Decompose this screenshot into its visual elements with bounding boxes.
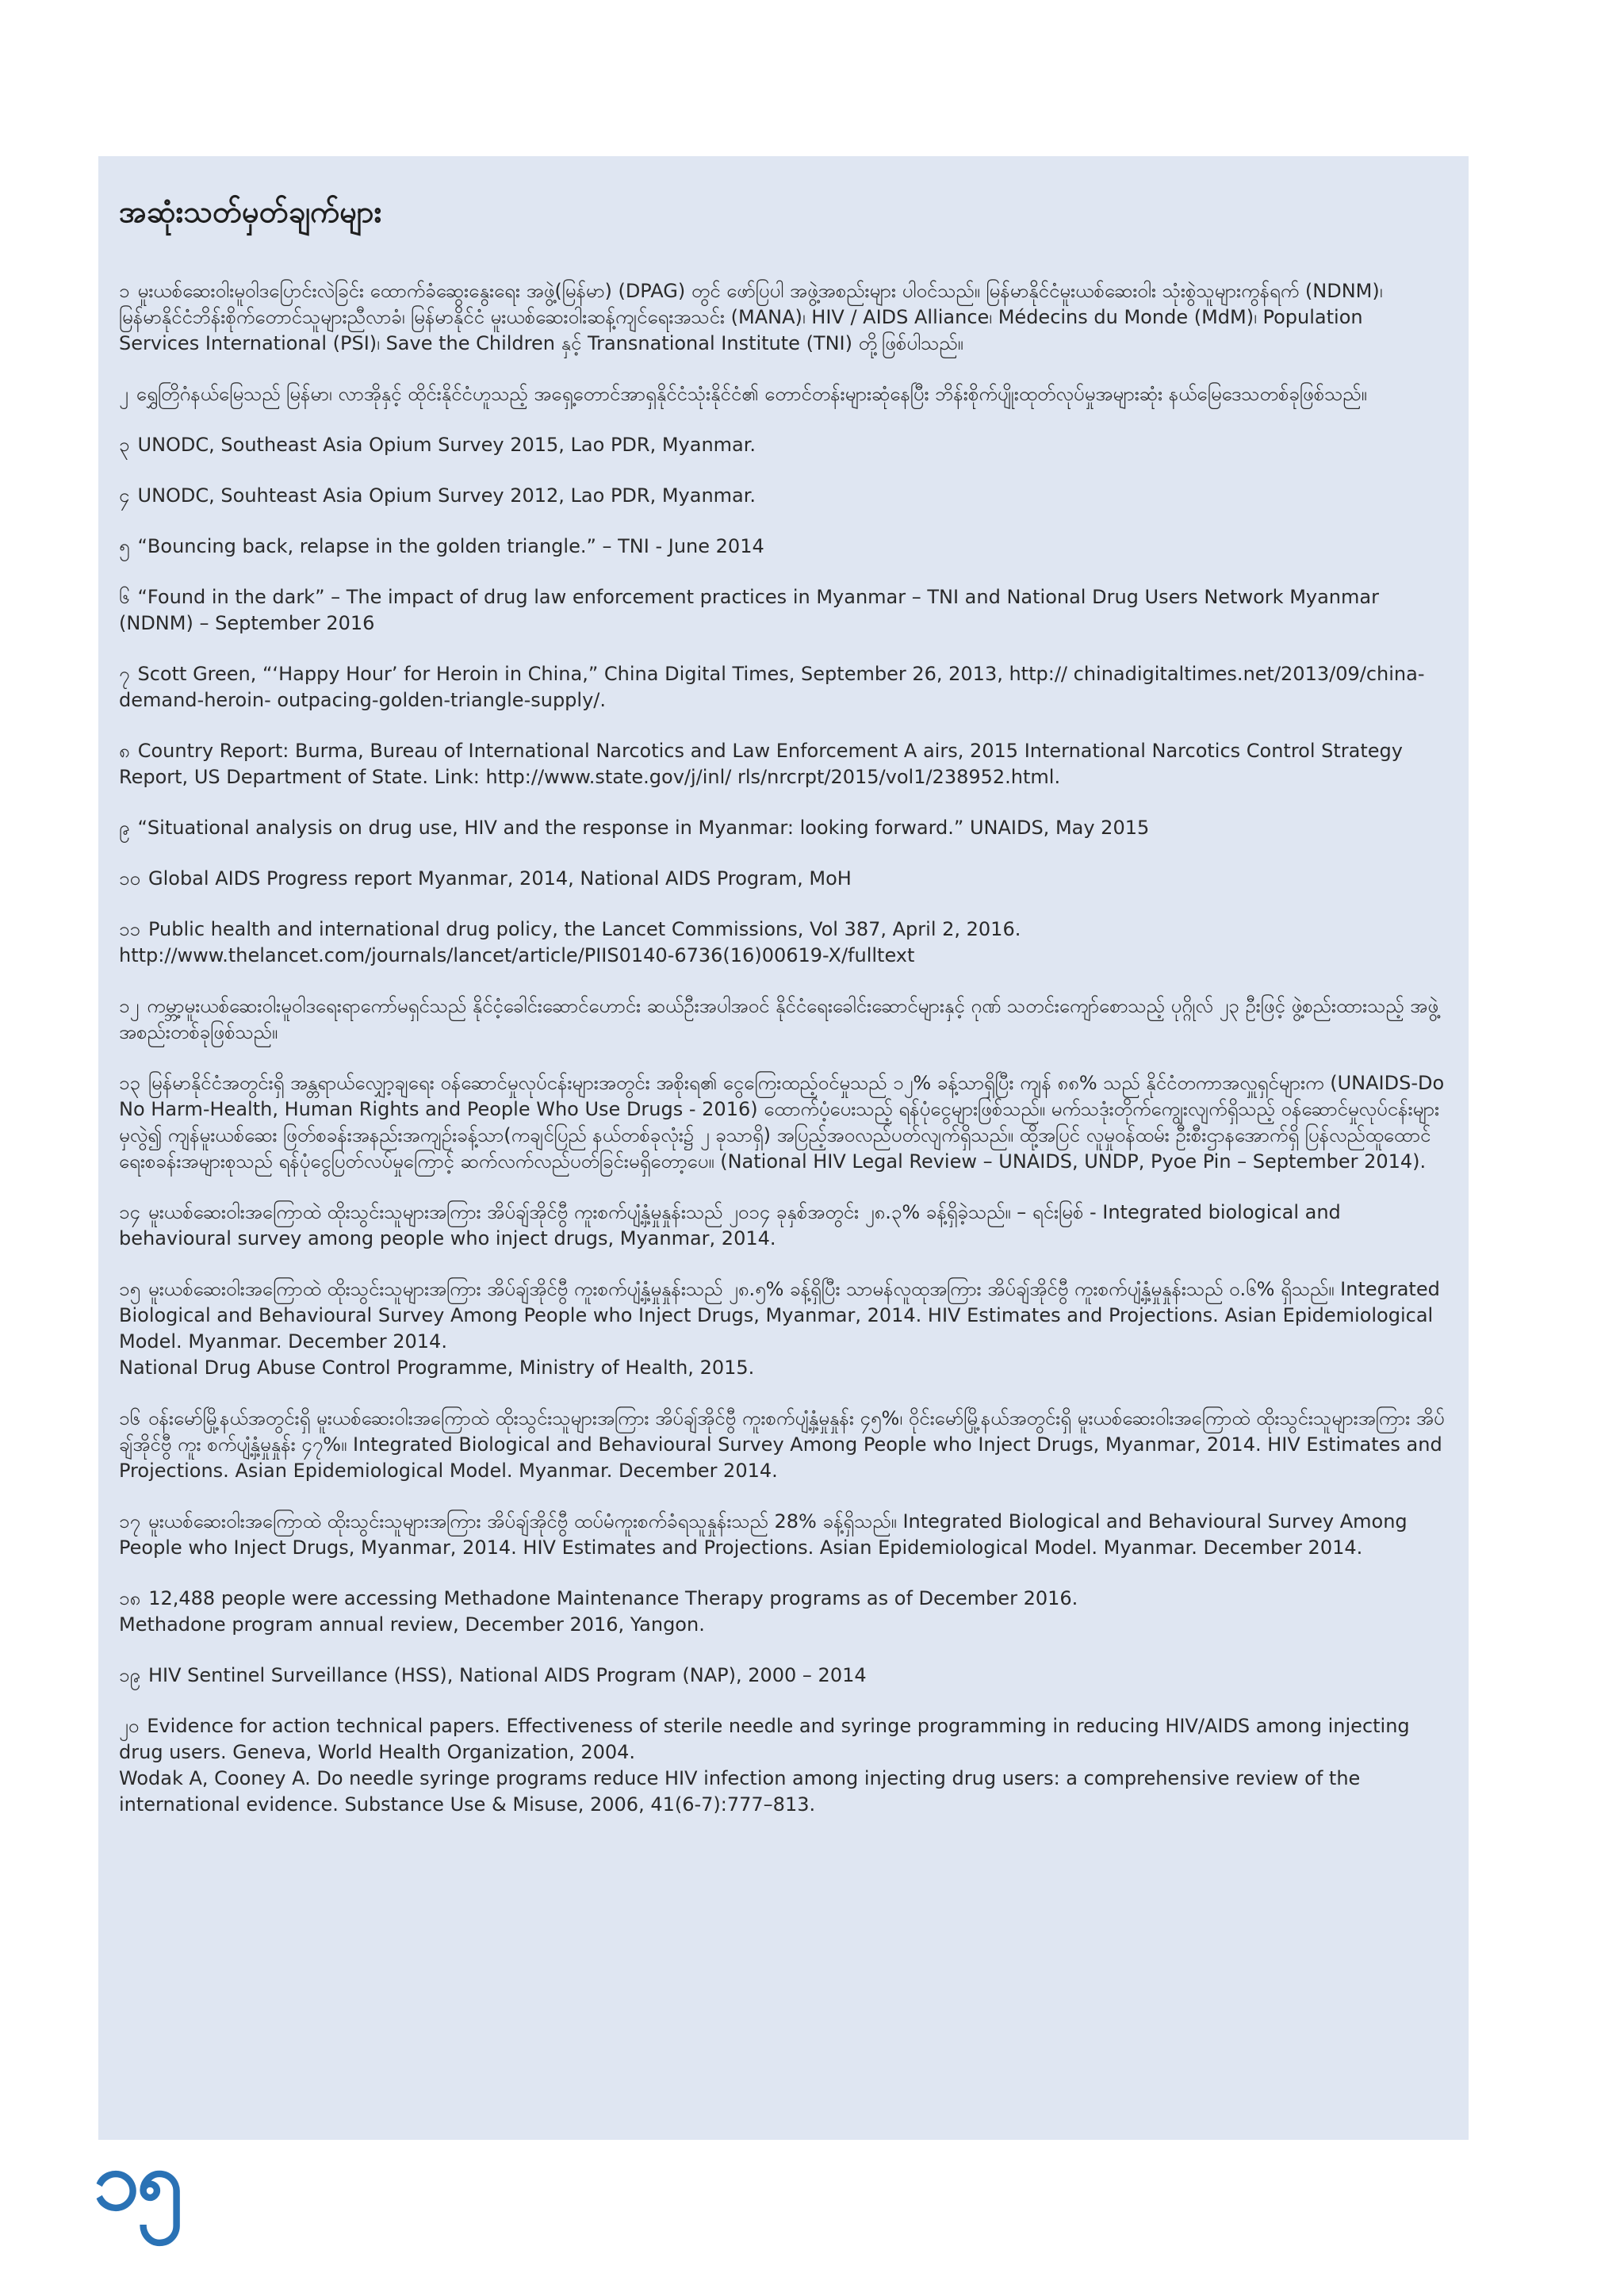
- endnote-3: [119, 432, 1448, 458]
- endnote-19: [119, 1663, 1448, 1689]
- endnote-text: ကမ္ဘာ့မူးယစ်ဆေးဝါးမူဝါဒရေးရာကော်မရှင်သည် နိုင်ငံ့ခေါင်းဆောင်ဟောင်း ဆယ်ဦးအပါအဝင် နိုင်ငံရေးခေါင်းဆောင်များနှင့် ဂုဏ် သတင်းကျော်စောသည့် ပုဂ္ဂိုလ် ၂၃ ဦးဖြင့် ဖွဲ့စည်းထားသည့် အဖွဲ့အစည်းတစ်ခုဖြစ်သည်။: [119, 995, 1438, 1043]
- endnote-16: [119, 1406, 1448, 1484]
- endnote-text: “Found in the dark” – The impact of drug law enforcement practices in Myanmar – TNI and National Drug Users Network Myanmar (NDNM) – September 2016: [119, 586, 1379, 634]
- endnote-number: ၉: [119, 817, 130, 839]
- endnote-number: ၁၈: [119, 1587, 141, 1609]
- endnote-number: ၁၆: [119, 1407, 140, 1429]
- endnote-15: [119, 1276, 1448, 1381]
- endnote-number: ၆: [119, 586, 130, 608]
- endnote-number: ၅: [119, 535, 130, 557]
- endnote-text: “Situational analysis on drug use, HIV and the response in Myanmar: looking forward.” UNAIDS, May 2015: [137, 817, 1150, 839]
- endnote-number: ၈: [119, 740, 130, 762]
- endnote-number: ၂: [119, 383, 128, 405]
- endnote-13: [119, 1070, 1448, 1175]
- endnote-number: ၁၀: [119, 867, 140, 890]
- endnote-number: ၁၇: [119, 1510, 140, 1533]
- endnote-text: မူးယစ်ဆေးဝါးအကြောထဲ ထိုးသွင်းသူများအကြား အိပ်ချ်အိုင်ဗွီ ကူးစက်ပျံ့နှံ့မှုနှုန်းသည် ၂၈.၅% ခန့်ရှိပြီး သာမန်လူထုအကြား အိပ်ချ်အိုင်ဗွီ ကူးစက်ပျံ့နှံ့မှုနှုန်းသည် ဝ.၆% ရှိသည်။ Integrated Biological and Behavioural Survey Among People who Inject Drugs, Myanmar, 2014. HIV Estimates and Projections. Asian Epidemiological Model. Myanmar. December 2014.: [119, 1278, 1440, 1353]
- endnote-4: [119, 483, 1448, 509]
- endnote-number: ၁: [119, 280, 130, 302]
- endnote-text: UNODC, Souhteast Asia Opium Survey 2012, Lao PDR, Myanmar.: [137, 484, 756, 507]
- endnote-text: မူးယစ်ဆေးဝါးအကြောထဲ ထိုးသွင်းသူများအကြား အိပ်ချ်အိုင်ဗွီ ထပ်မံကူးစက်ခံရသူနှုန်းသည် 28% ခန့်ရှိသည်။ Integrated Biological and Behavioural Survey Among People who Inject Drugs, Myanmar, 2014. HIV Estimates and Projections. Asian Epidemiological Model. Myanmar. December 2014.: [119, 1510, 1408, 1559]
- endnote-12: [119, 993, 1448, 1046]
- endnote-text: Wodak A, Cooney A. Do needle syringe programs reduce HIV infection among injecting drug users: a comprehensive review of the international evidence. Substance Use & Misuse, 2006, 41(6-7):777–813.: [119, 1767, 1361, 1816]
- endnotes-heading: အဆုံးသတ်မှတ်ချက်များ: [119, 194, 382, 229]
- endnote-10: [119, 866, 1448, 892]
- endnote-number: ၄: [119, 484, 130, 507]
- endnote-18: [119, 1586, 1448, 1638]
- endnote-number: ၁၅: [119, 1278, 140, 1300]
- endnote-17: [119, 1509, 1448, 1561]
- endnote-11: [119, 916, 1448, 969]
- endnote-number: ၁၂: [119, 995, 140, 1017]
- endnote-text: 12,488 people were accessing Methadone Maintenance Therapy programs as of December 2016.: [148, 1587, 1078, 1609]
- endnote-number: ၃: [119, 434, 130, 456]
- endnote-text: မူးယစ်ဆေးဝါးအကြောထဲ ထိုးသွင်းသူများအကြား အိပ်ချ်အိုင်ဗွီ ကူးစက်ပျံ့နှံ့မှုနှုန်းသည် ၂၀၁၄ ခုနှစ်အတွင်း ၂၈.၃% ခန့်ရှိခဲ့သည်။ – ရင်းမြစ် - Integrated biological and behavioural survey among people who inject drugs, Myanmar, 2014.: [119, 1201, 1341, 1249]
- endnote-5: [119, 534, 1448, 560]
- endnote-text: Scott Green, “‘Happy Hour’ for Heroin in China,” China Digital Times, September 26, 2013, http:// chinadigitaltimes.net/2013/09/china-demand-heroin- outpacing-golden-triangle-supply/.: [119, 663, 1425, 711]
- endnote-number: ၁၄: [119, 1201, 140, 1223]
- endnote-text: မြန်မာနိုင်ငံအတွင်းရှိ အန္တရာယ်လျှော့ချရေး ဝန်ဆောင်မှုလုပ်ငန်းများအတွင်း အစိုးရ၏ ငွေကြေးထည့်ဝင်မှုသည် ၁၂% ခန့်သာရှိပြီး ကျန် ၈၈% သည် နိုင်ငံတကာအလှူရှင်များက (UNAIDS-Do No Harm-Health, Human Rights and People Who Use Drugs - 2016) ထောက်ပံ့ပေးသည့် ရန်ပုံငွေများဖြစ်သည်။ မက်သဒုံးတိုက်ကျွေးလျက်ရှိသည့် ဝန်ဆောင်မှုလုပ်ငန်းများမှလွဲ၍ ကျန်မူးယစ်ဆေး ဖြတ်စခန်းအနည်းအကျဉ်းခန့်သာ(ကချင်ပြည် နယ်တစ်ခုလုံး၌ ၂ ခုသာရှိ) အပြည့်အဝလည်ပတ်လျက်ရှိသည်။ ထို့အပြင် လူမှုဝန်ထမ်း ဦးစီးဌာနအောက်ရှိ ပြန်လည်ထူထောင်ရေးစခန်းအများစုသည် ရန်ပုံငွေပြတ်လပ်မှုကြောင့် ဆက်လက်လည်ပတ်ခြင်းမရှိတော့ပေ။ (National HIV Legal Review – UNAIDS, UNDP, Pyoe Pin – September 2014).: [119, 1072, 1445, 1173]
- endnote-text: ရွှေတြိဂံနယ်မြေသည် မြန်မာ၊ လာအိုနှင့် ထိုင်းနိုင်ငံဟူသည့် အရှေ့တောင်အာရှနိုင်ငံသုံးနိုင်ငံ၏ တောင်တန်းများဆုံနေပြီး ဘိန်းစိုက်ပျိုးထုတ်လုပ်မှုအများဆုံး နယ်မြေဒေသတစ်ခုဖြစ်သည်။: [136, 383, 1367, 405]
- endnote-text: National Drug Abuse Control Programme, Ministry of Health, 2015.: [119, 1357, 755, 1379]
- endnote-6: [119, 584, 1448, 637]
- endnote-text: UNODC, Southeast Asia Opium Survey 2015, Lao PDR, Myanmar.: [137, 434, 756, 456]
- endnote-20: [119, 1713, 1448, 1818]
- endnote-number: ၇: [119, 663, 130, 685]
- endnote-text: “Bouncing back, relapse in the golden triangle.” – TNI - June 2014: [137, 535, 764, 557]
- endnote-text: Global AIDS Progress report Myanmar, 2014, National AIDS Program, MoH: [148, 867, 852, 890]
- endnote-number: ၂၀: [119, 1715, 140, 1737]
- endnote-7: [119, 661, 1448, 714]
- endnote-2: [119, 381, 1448, 408]
- endnotes-list: [119, 278, 1448, 1818]
- page-number: ၁၅: [94, 2132, 180, 2229]
- endnote-number: ၁၉: [119, 1664, 140, 1686]
- endnote-9: [119, 815, 1448, 841]
- endnote-text: Evidence for action technical papers. Effectiveness of sterile needle and syringe programming in reducing HIV/AIDS among injecting drug users. Geneva, World Health Organization, 2004.: [119, 1715, 1410, 1763]
- endnote-1: [119, 278, 1448, 357]
- endnotes-panel: [98, 156, 1469, 2140]
- endnote-text: Country Report: Burma, Bureau of International Narcotics and Law Enforcement A airs, 2015 International Narcotics Control Strategy Report, US Department of State. Link: http://www.state.gov/j/inl/ rls/nrcrpt/2015/vol1/238952.html.: [119, 740, 1403, 788]
- endnote-14: [119, 1200, 1448, 1252]
- endnote-text: Methadone program annual review, December 2016, Yangon.: [119, 1613, 705, 1636]
- endnote-text: HIV Sentinel Surveillance (HSS), National AIDS Program (NAP), 2000 – 2014: [148, 1664, 867, 1686]
- endnote-number: ၁၁: [119, 918, 140, 940]
- endnote-text: ဝန်းမော်မြို့နယ်အတွင်းရှိ မူးယစ်ဆေးဝါးအကြောထဲ ထိုးသွင်းသူများအကြား အိပ်ချ်အိုင်ဗွီ ကူးစက်ပျံ့နှံ့မှုနှုန်း ၄၅%၊ ဝိုင်းမော်မြို့နယ်အတွင်းရှိ မူးယစ်ဆေးဝါးအကြောထဲ ထိုးသွင်းသူများအကြား အိပ်ချ်အိုင်ဗွီ ကူး စက်ပျံ့နှံ့မှုနှုန်း ၄၇%။ Integrated Biological and Behavioural Survey Among People who Inject Drugs, Myanmar, 2014. HIV Estimates and Projections. Asian Epidemiological Model. Myanmar. December 2014.: [119, 1407, 1445, 1482]
- endnote-text: မူးယစ်ဆေးဝါးမူဝါဒပြောင်းလဲခြင်း ထောက်ခံဆွေးနွေးရေး အဖွဲ့(မြန်မာ) (DPAG) တွင် ဖော်ပြပါ အဖွဲ့အစည်းများ ပါဝင်သည်။ မြန်မာနိုင်ငံမူးယစ်ဆေးဝါး သုံးစွဲသူများကွန်ရက် (NDNM)၊ မြန်မာနိုင်ငံဘိန်းစိုက်တောင်သူများညီလာခံ၊ မြန်မာနိုင်ငံ မူးယစ်ဆေးဝါးဆန့်ကျင်ရေးအသင်း (MANA)၊ HIV / AIDS Alliance၊ Médecins du Monde (MdM)၊ Population Services International (PSI)၊ Save the Children နှင့် Transnational Institute (TNI) တို့ဖြစ်ပါသည်။: [119, 280, 1383, 354]
- endnote-number: ၁၃: [119, 1072, 140, 1094]
- endnote-8: [119, 738, 1448, 790]
- endnote-text: Public health and international drug policy, the Lancet Commissions, Vol 387, April 2, 2016. http://www.thelancet.com/journals/lancet/article/PIIS0140-6736(16)00619-X/fulltext: [119, 918, 1021, 966]
